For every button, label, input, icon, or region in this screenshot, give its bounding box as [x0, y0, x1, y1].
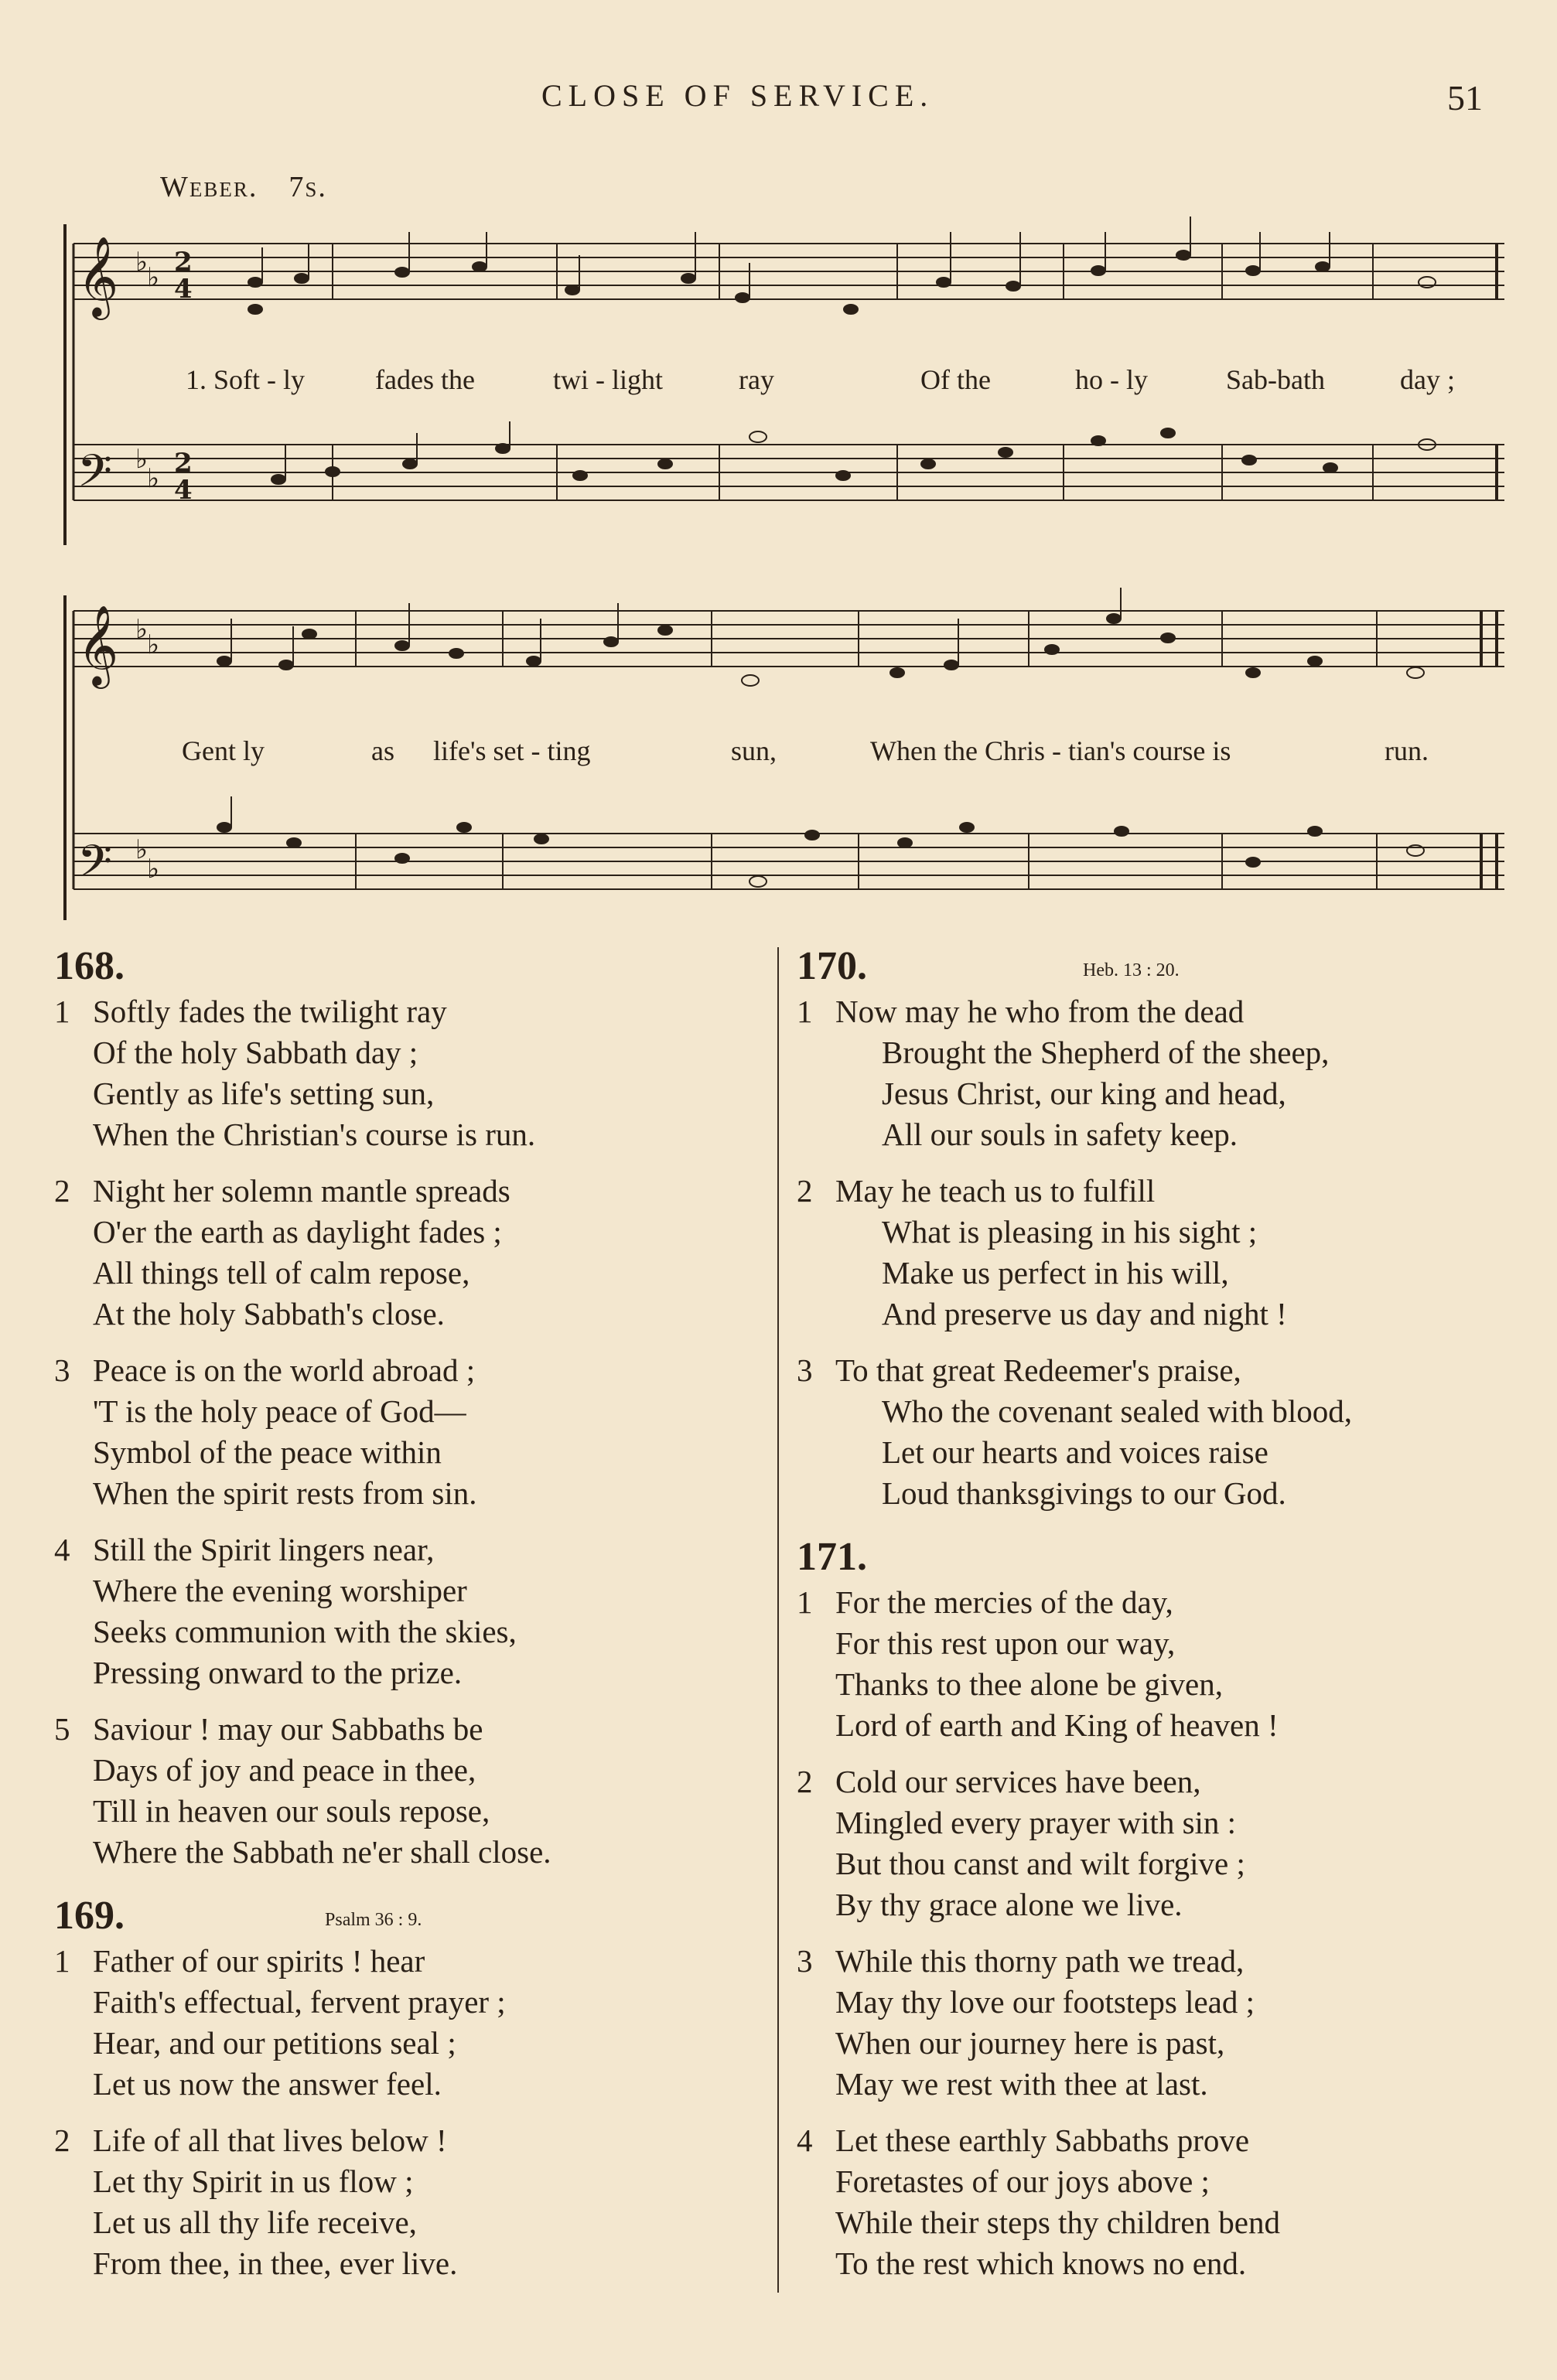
clefs-2 — [77, 605, 159, 898]
clefs-1 — [77, 236, 193, 508]
hymn-number: 168. — [54, 944, 125, 988]
stanza — [54, 1709, 766, 1873]
verse-line — [797, 1350, 1524, 1391]
verse-line — [54, 1611, 766, 1652]
verse-text: Thanks to thee alone be given, — [835, 1666, 1223, 1702]
verse-text: Let these earthly Sabbaths prove — [835, 2123, 1250, 2158]
lyric-syllable: fades the — [375, 364, 475, 395]
stanza-number: 2 — [797, 1173, 813, 1209]
verse-line — [54, 1791, 766, 1832]
stanza — [797, 1761, 1524, 1925]
verse-line — [797, 2202, 1524, 2243]
verse-line — [797, 1761, 1524, 1802]
stanza — [54, 1171, 766, 1335]
scripture-reference: Psalm 36 : 9. — [325, 1910, 422, 1930]
hymn — [54, 1893, 766, 2284]
stanza — [54, 1529, 766, 1693]
verse-line — [54, 2120, 766, 2161]
verse-text: But thou canst and wilt forgive ; — [835, 1846, 1245, 1881]
verse-line — [54, 1570, 766, 1611]
verse-line — [797, 2243, 1524, 2284]
svg-text:♭: ♭ — [135, 444, 149, 475]
verse-text: Let thy Spirit in us flow ; — [93, 2163, 414, 2199]
svg-text:♭: ♭ — [135, 247, 149, 278]
notes-2 — [217, 588, 1424, 887]
lyric-syllable: 1. Soft - ly — [186, 364, 306, 395]
verse-line — [797, 1171, 1524, 1212]
verse-line — [797, 1432, 1524, 1473]
hymn-header — [797, 943, 1524, 991]
stanza-number: 5 — [54, 1711, 70, 1747]
verse-text: Seeks communion with the skies, — [93, 1614, 517, 1649]
verse-text: Let our hearts and voices raise — [882, 1434, 1268, 1470]
stanza — [797, 1350, 1524, 1514]
lyric-syllable: ray — [739, 364, 774, 395]
hymn-header — [54, 1893, 766, 1941]
verse-line — [797, 1664, 1524, 1705]
stanza — [54, 1941, 766, 2105]
staff-system-2 — [65, 595, 1504, 920]
stanza — [797, 2120, 1524, 2284]
verse-line — [54, 1073, 766, 1114]
verse-text: All our souls in safety keep. — [882, 1117, 1238, 1152]
hymn — [797, 943, 1524, 1514]
stanza-number: 1 — [797, 994, 813, 1029]
verse-text: Pressing onward to the prize. — [93, 1655, 463, 1690]
verse-text: Father of our spirits ! hear — [93, 1943, 425, 1979]
svg-text:𝄢: 𝄢 — [77, 835, 113, 898]
lyric-syllable: run. — [1385, 735, 1429, 766]
verse-text: All things tell of calm repose, — [93, 1255, 470, 1291]
svg-text:2: 2 — [174, 448, 193, 479]
verse-line — [54, 991, 766, 1032]
scripture-reference: Heb. 13 : 20. — [1083, 960, 1180, 980]
verse-text: To the rest which knows no end. — [835, 2245, 1247, 2281]
svg-text:♭: ♭ — [135, 614, 149, 645]
verse-line — [54, 1750, 766, 1791]
verse-text: Till in heaven our souls repose, — [93, 1793, 490, 1829]
verse-line — [797, 2161, 1524, 2202]
stanza-number: 2 — [54, 2123, 70, 2158]
verse-text: When the spirit rests from sin. — [93, 1475, 477, 1511]
verse-text: What is pleasing in his sight ; — [882, 1214, 1258, 1250]
verse-text: Foretastes of our joys above ; — [835, 2163, 1210, 2199]
verse-line — [54, 1253, 766, 1294]
lyric-syllable: day ; — [1400, 364, 1455, 395]
hymn-number: 171. — [797, 1535, 867, 1579]
verse-text: May thy love our footsteps lead ; — [835, 1984, 1255, 2020]
verse-text: Night her solemn mantle spreads — [93, 1173, 510, 1209]
lyric-syllable: ho - ly — [1075, 364, 1148, 395]
svg-text:𝄢: 𝄢 — [77, 445, 113, 508]
verse-line — [54, 1032, 766, 1073]
verse-text: O'er the earth as daylight fades ; — [93, 1214, 502, 1250]
svg-text:4: 4 — [174, 475, 193, 506]
stanza-number: 1 — [797, 1584, 813, 1620]
verse-line — [797, 2120, 1524, 2161]
svg-text:♭: ♭ — [147, 629, 160, 660]
verse-text: And preserve us day and night ! — [882, 1296, 1287, 1332]
verse-text: Brought the Shepherd of the sheep, — [882, 1035, 1330, 1070]
verse-text: Now may he who from the dead — [835, 994, 1245, 1029]
lyric-syllable: life's set - ting — [433, 735, 591, 766]
verse-text: When our journey here is past, — [835, 2025, 1225, 2061]
verse-text: Symbol of the peace within — [93, 1434, 442, 1470]
verse-text: Where the evening worshiper — [93, 1573, 467, 1608]
svg-text:𝄞: 𝄞 — [77, 236, 119, 317]
lyric-syllable: Of the — [920, 364, 991, 395]
verse-text: Still the Spirit lingers near, — [93, 1532, 435, 1567]
stanza — [54, 2120, 766, 2284]
tune-meter: 7s. — [289, 171, 327, 203]
verse-text: Jesus Christ, our king and head, — [882, 1076, 1286, 1111]
stanza — [797, 991, 1524, 1155]
hymn-number: 169. — [54, 1894, 125, 1938]
verse-text: By thy grace alone we live. — [835, 1887, 1183, 1922]
tune-name: Weber. — [160, 171, 258, 203]
hymn-column-left — [54, 943, 766, 2304]
verse-line — [54, 2202, 766, 2243]
verse-line — [54, 1171, 766, 1212]
verse-text: Cold our services have been, — [835, 1764, 1201, 1799]
verse-text: Faith's effectual, fervent prayer ; — [93, 1984, 506, 2020]
stanza-number: 4 — [797, 2123, 813, 2158]
running-title: CLOSE OF SERVICE. — [541, 78, 934, 113]
verse-line — [797, 1623, 1524, 1664]
verse-line — [54, 1473, 766, 1514]
page-number: 51 — [1447, 78, 1483, 118]
svg-text:♭: ♭ — [147, 463, 160, 494]
verse-line — [797, 1294, 1524, 1335]
lyric-syllable: Sab-bath — [1226, 364, 1325, 395]
verse-line — [797, 991, 1524, 1032]
verse-text: Life of all that lives below ! — [93, 2123, 447, 2158]
music-score — [0, 0, 1557, 943]
verse-text: Gently as life's setting sun, — [93, 1076, 435, 1111]
stanza — [54, 991, 766, 1155]
verse-text: For this rest upon our way, — [835, 1625, 1176, 1661]
verse-line — [797, 2064, 1524, 2105]
lyric-syllable: twi - light — [553, 364, 663, 395]
hymn-column-right — [797, 943, 1524, 2304]
lyric-syllable: When the Chris - tian's course is — [870, 735, 1231, 766]
verse-line — [54, 1212, 766, 1253]
verse-text: Where the Sabbath ne'er shall close. — [93, 1834, 551, 1870]
verse-text: Lord of earth and King of heaven ! — [835, 1707, 1279, 1743]
verse-line — [54, 1294, 766, 1335]
svg-text:𝄞: 𝄞 — [77, 605, 119, 686]
verse-text: Of the holy Sabbath day ; — [93, 1035, 418, 1070]
verse-line — [797, 1941, 1524, 1982]
verse-line — [797, 1032, 1524, 1073]
verse-line — [54, 1350, 766, 1391]
verse-text: From thee, in thee, ever live. — [93, 2245, 458, 2281]
verse-line — [797, 1802, 1524, 1843]
verse-line — [797, 1884, 1524, 1925]
verse-line — [54, 2161, 766, 2202]
svg-text:♭: ♭ — [147, 854, 160, 885]
verse-text: May he teach us to fulfill — [835, 1173, 1156, 1209]
verse-text: While this thorny path we tread, — [835, 1943, 1245, 1979]
verse-text: Let us now the answer feel. — [93, 2066, 442, 2102]
verse-line — [54, 1391, 766, 1432]
stanza-number: 2 — [54, 1173, 70, 1209]
verse-line — [54, 1832, 766, 1873]
stanza-number: 4 — [54, 1532, 70, 1567]
verse-line — [797, 2023, 1524, 2064]
verse-line — [797, 1253, 1524, 1294]
verse-text: While their steps thy children bend — [835, 2204, 1280, 2240]
verse-line — [797, 1843, 1524, 1884]
verse-line — [797, 1391, 1524, 1432]
verse-line — [797, 1982, 1524, 2023]
verse-line — [797, 1114, 1524, 1155]
verse-text: 'T is the holy peace of God— — [93, 1393, 466, 1429]
verse-text: At the holy Sabbath's close. — [93, 1296, 445, 1332]
stanza-number: 3 — [54, 1352, 70, 1388]
stanza — [797, 1171, 1524, 1335]
stanza — [54, 1350, 766, 1514]
svg-text:♭: ♭ — [135, 834, 149, 865]
verse-text: For the mercies of the day, — [835, 1584, 1173, 1620]
lyric-syllable: sun, — [731, 735, 777, 766]
verse-line — [54, 1432, 766, 1473]
verse-line — [797, 1212, 1524, 1253]
stanza-number: 3 — [797, 1943, 813, 1979]
svg-text:♭: ♭ — [147, 262, 160, 293]
verse-text: Saviour ! may our Sabbaths be — [93, 1711, 483, 1747]
verse-line — [797, 1705, 1524, 1746]
hymn — [54, 943, 766, 1873]
verse-line — [54, 1114, 766, 1155]
verse-text: When the Christian's course is run. — [93, 1117, 536, 1152]
verse-text: Make us perfect in his will, — [882, 1255, 1229, 1291]
stanza — [797, 1582, 1524, 1746]
verse-line — [54, 2243, 766, 2284]
lyric-syllable: as — [371, 735, 394, 766]
verse-text: Let us all thy life receive, — [93, 2204, 417, 2240]
stanza-number: 1 — [54, 994, 70, 1029]
lyric-syllable: Gent ly — [182, 735, 265, 766]
verse-line — [54, 1652, 766, 1693]
hymn-number: 170. — [797, 944, 867, 988]
verse-line — [54, 1529, 766, 1570]
stanza-number: 2 — [797, 1764, 813, 1799]
hymn — [797, 1534, 1524, 2284]
hymn-header — [797, 1534, 1524, 1582]
verse-text: May we rest with thee at last. — [835, 2066, 1208, 2102]
stanza — [797, 1941, 1524, 2105]
stanza-number: 1 — [54, 1943, 70, 1979]
verse-text: Mingled every prayer with sin : — [835, 1805, 1237, 1840]
svg-text:4: 4 — [174, 274, 193, 305]
verse-line — [797, 1073, 1524, 1114]
hymn-header — [54, 943, 766, 991]
column-divider — [777, 947, 779, 2293]
verse-text: To that great Redeemer's praise, — [835, 1352, 1241, 1388]
verse-text: Softly fades the twilight ray — [93, 994, 447, 1029]
verse-line — [54, 1709, 766, 1750]
verse-line — [54, 1982, 766, 2023]
verse-line — [797, 1582, 1524, 1623]
verse-line — [54, 1941, 766, 1982]
verse-text: Who the covenant sealed with blood, — [882, 1393, 1352, 1429]
stanza-number: 3 — [797, 1352, 813, 1388]
verse-text: Days of joy and peace in thee, — [93, 1752, 476, 1788]
svg-text:2: 2 — [174, 247, 193, 278]
verse-line — [54, 2064, 766, 2105]
verse-text: Hear, and our petitions seal ; — [93, 2025, 456, 2061]
verse-line — [797, 1473, 1524, 1514]
verse-line — [54, 2023, 766, 2064]
verse-text: Peace is on the world abroad ; — [93, 1352, 476, 1388]
verse-text: Loud thanksgivings to our God. — [882, 1475, 1286, 1511]
